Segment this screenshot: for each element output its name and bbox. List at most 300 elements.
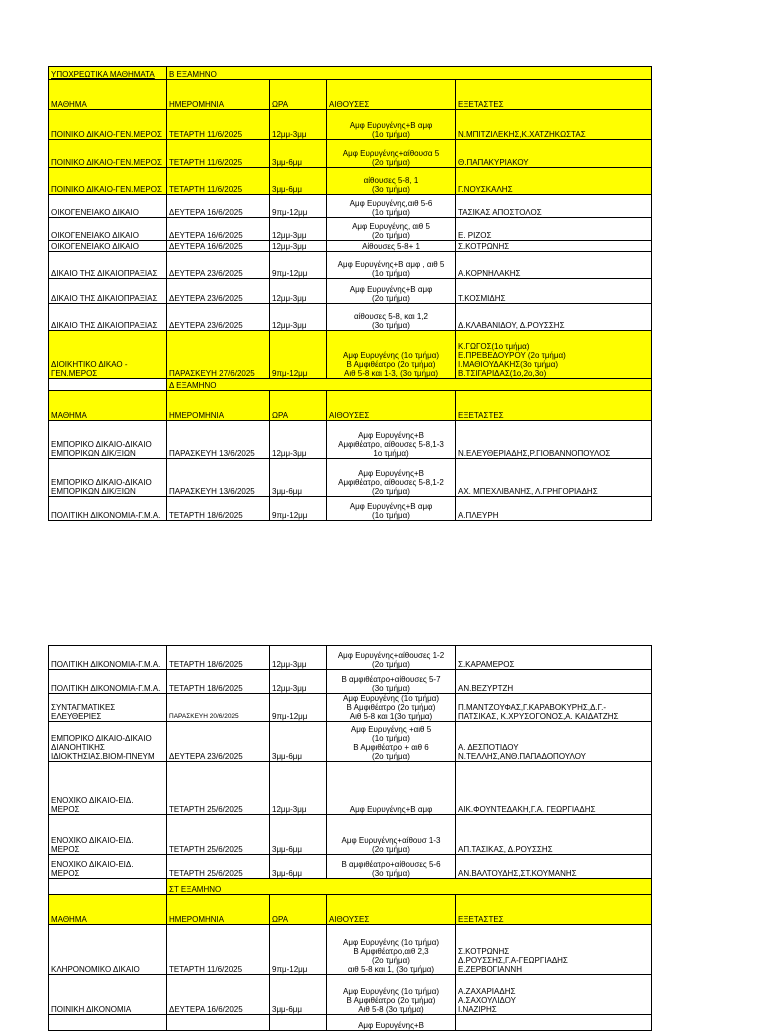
cell-line: (2ο τμήμα)	[372, 231, 410, 240]
date-cell	[167, 110, 270, 140]
table-row	[49, 331, 652, 379]
rooms-cell	[327, 670, 456, 694]
examiners-cell	[456, 670, 652, 694]
date-header	[167, 391, 270, 421]
table-row	[49, 855, 652, 879]
rooms-cell	[327, 218, 456, 241]
cell-text: ΕΞΕΤΑΣΤΕΣ	[458, 100, 504, 109]
time-cell	[270, 279, 327, 304]
cell-text: ΠΟΛΙΤΙΚΗ ΔΙΚΟΝΟΜΙΑ-Γ.Μ.Α.	[51, 511, 161, 520]
empty-cell	[49, 879, 167, 895]
cell-text: ΔΕΥΤΕΡΑ 16/6/2025	[169, 1005, 243, 1014]
subject-cell	[49, 694, 167, 722]
cell-line: (1ο τμήμα)	[372, 130, 410, 139]
cell-text: ΔΙΚΑΙΟ ΤΗΣ ΔΙΚΑΙΟΠΡΑΞΙΑΣ	[51, 269, 158, 278]
semester-label	[167, 879, 652, 895]
cell-text: ΠΑΡΑΣΚΕΥΗ 27/6/2025	[169, 369, 255, 378]
time-cell	[270, 168, 327, 195]
examiners-cell	[456, 646, 652, 670]
subject-cell	[49, 241, 167, 252]
cell-line: Αμφ Ευρυγένης, αιθ 5	[352, 222, 430, 231]
examiners-cell	[456, 252, 652, 279]
examiners-cell	[456, 925, 652, 975]
date-cell	[167, 168, 270, 195]
cell-text: ΠΟΙΝΙΚΟ ΔΙΚΑΙΟ-ΓΕΝ.ΜΕΡΟΣ	[51, 185, 162, 194]
cell-line: Δ.ΡΟΥΣΣΗΣ,Γ.Α-ΓΕΩΡΓΙΑΔΗΣ	[458, 956, 568, 965]
cell-line: Ι.ΝΑΖΙΡΗΣ	[458, 1005, 497, 1014]
time-cell	[270, 646, 327, 670]
examiners-cell	[456, 168, 652, 195]
cell-text: 12μμ-3μμ	[272, 684, 307, 693]
cell-line: (3ο τμήμα)	[372, 684, 410, 693]
cell-text: ΚΛΗΡΟΝΟΜΙΚΟ ΔΙΚΑΙΟ	[51, 965, 140, 974]
rooms-cell	[327, 140, 456, 168]
rooms-header	[327, 80, 456, 110]
cell-line: (1ο τμήμα)	[372, 734, 410, 743]
cell-line: Αμφ Ευρυγένης+Β αμφ , αιθ 5	[337, 260, 445, 269]
cell-text: ΕΜΠΟΡΙΚΟ ΔΙΚΑΙΟ-ΔΙΚΑΙΟ ΕΜΠΟΡΙΚΩΝ ΔΙΚ/ΞΙΩΝ	[51, 478, 152, 496]
time-header	[270, 391, 327, 421]
subject-cell	[49, 815, 167, 855]
cell-line: Θ.ΠΑΠΑΚΥΡΙΑΚΟΥ	[458, 158, 529, 167]
date-cell	[167, 925, 270, 975]
cell-line: Β Αμφιθέατρο (2ο τμήμα)	[346, 360, 436, 369]
cell-text: 3μμ-6μμ	[272, 752, 302, 761]
cell-text: 12μμ-3μμ	[272, 231, 307, 240]
cell-text: 12μμ-3μμ	[272, 660, 307, 669]
date-cell	[167, 421, 270, 459]
cell-text: ΑΙΘΟΥΣΕΣ	[329, 915, 370, 924]
subject-header	[49, 391, 167, 421]
cell-line: (1ο τμήμα)	[372, 208, 410, 217]
cell-line: Αμφ Ευρυγένης+αίθουσες 1-2	[337, 651, 445, 660]
time-cell	[270, 855, 327, 879]
examiners-cell	[456, 762, 652, 815]
cell-line: Ε.ΠΡΕΒΕΔΟΥΡΟΥ (2ο τμήμα)	[458, 351, 566, 360]
cell-text: ΔΕΥΤΕΡΑ 23/6/2025	[169, 321, 243, 330]
time-header	[270, 895, 327, 925]
time-cell	[270, 252, 327, 279]
cell-text: ΔΕΥΤΕΡΑ 16/6/2025	[169, 231, 243, 240]
cell-text: ΤΕΤΑΡΤΗ 11/6/2025	[169, 158, 243, 167]
cell-line: Ν.ΤΕΛΛΗΣ,ΑΝΘ.ΠΑΠΑΔΟΠΟΥΛΟΥ	[458, 752, 586, 761]
cell-text: ΣΤ ΕΞΑΜΗΝΟ	[169, 885, 222, 894]
time-cell	[270, 241, 327, 252]
cell-line: Σ.ΚΟΤΡΩΝΗΣ	[458, 947, 510, 956]
cell-text: ΕΞΕΤΑΣΤΕΣ	[458, 411, 504, 420]
table-row	[49, 140, 652, 168]
rooms-cell	[327, 722, 456, 762]
cell-text: ΤΕΤΑΡΤΗ 25/6/2025	[169, 845, 243, 854]
empty-cell	[49, 379, 167, 391]
rooms-cell	[327, 925, 456, 975]
date-cell	[167, 218, 270, 241]
cell-line: Αμφ Ευρυγένης+Β αμφ	[349, 805, 433, 814]
cell-line: Αμφ Ευρυγένης+Β αμφ	[349, 121, 433, 130]
cell-line: (3ο τμήμα)	[372, 869, 410, 878]
cell-line: Γ.ΝΟΥΣΚΑΛΗΣ	[458, 185, 513, 194]
rooms-cell	[327, 762, 456, 815]
table-row	[49, 110, 652, 140]
time-cell	[270, 421, 327, 459]
time-cell	[270, 304, 327, 331]
cell-line: Ι.ΜΑΘΙΟΥΔΑΚΗΣ(3ο τμήμα)	[458, 360, 559, 369]
subject-cell	[49, 459, 167, 497]
subject-cell	[49, 304, 167, 331]
cell-text: ΠΟΙΝΙΚΗ ΔΙΚΟΝΟΜΙΑ	[51, 1005, 132, 1014]
examiners-cell	[456, 694, 652, 722]
time-cell	[270, 722, 327, 762]
cell-text: Δ ΕΞΑΜΗΝΟ	[169, 381, 217, 390]
cell-text: 3μμ-6μμ	[272, 845, 302, 854]
cell-text: ΠΑΡΑΣΚΕΥΗ 13/6/2025	[169, 449, 255, 458]
cell-text: 9πμ-12μμ	[272, 269, 308, 278]
rooms-cell	[327, 110, 456, 140]
cell-text: 9πμ-12μμ	[272, 712, 308, 721]
examiners-cell	[456, 279, 652, 304]
date-cell	[167, 670, 270, 694]
cell-line: (3ο τμήμα)	[372, 185, 410, 194]
rooms-cell	[327, 646, 456, 670]
cell-text: ΟΙΚΟΓΕΝΕΙΑΚΟ ΔΙΚΑΙΟ	[51, 208, 139, 217]
cell-text: ΗΜΕΡΟΜΗΝΙΑ	[169, 915, 225, 924]
date-cell	[167, 304, 270, 331]
time-cell	[270, 694, 327, 722]
cell-line: Αμφ Ευρυγένης+Β	[358, 431, 424, 440]
time-cell	[270, 975, 327, 1015]
examiners-cell	[456, 855, 652, 879]
date-cell	[167, 975, 270, 1015]
subject-cell	[49, 195, 167, 218]
time-cell	[270, 925, 327, 975]
cell-text: ΗΜΕΡΟΜΗΝΙΑ	[169, 100, 225, 109]
cell-text: ΠΟΛΙΤΙΚΗ ΔΙΚΟΝΟΜΙΑ-Γ.Μ.Α.	[51, 660, 161, 669]
date-cell	[167, 646, 270, 670]
cell-line: αίθουσες 5-8, και 1,2	[354, 312, 428, 321]
table-row	[49, 1015, 652, 1031]
cell-text: 3μμ-6μμ	[272, 487, 302, 496]
table-row	[49, 815, 652, 855]
cell-line: Αμφ Ευρυγένης +αιθ 5	[350, 725, 432, 734]
rooms-cell	[327, 1015, 456, 1031]
cell-line: 1ο τμήμα)	[373, 449, 409, 458]
cell-text: ΕΜΠΟΡΙΚΟ ΔΙΚΑΙΟ-ΔΙΚΑΙΟ ΔΙΑΝΟΗΤΙΚΗΣ ΙΔΙΟΚΤΗΣΙΑΣ.ΒΙΟΜ-ΠΝΕΥΜ	[51, 734, 155, 761]
cell-text: ΤΕΤΑΡΤΗ 18/6/2025	[169, 511, 243, 520]
cell-text: ΑΙΘΟΥΣΕΣ	[329, 100, 370, 109]
examiners-cell	[456, 815, 652, 855]
cell-text: ΜΑΘΗΜΑ	[51, 411, 87, 420]
cell-line: Αμφ Ευρυγένης,αιθ 5-6	[349, 199, 433, 208]
exam-schedule-table-bottom	[48, 645, 652, 1031]
section-row	[49, 67, 652, 80]
cell-line: Αμφ Ευρυγένης+αίθουσα 5	[342, 149, 440, 158]
examiners-cell	[456, 975, 652, 1015]
cell-text: ΔΕΥΤΕΡΑ 16/6/2025	[169, 242, 243, 251]
cell-line: Σ.ΚΟΤΡΩΝΗΣ	[458, 242, 510, 251]
cell-line: Αμφ Ευρυγένης+αίθουσ 1-3	[341, 836, 441, 845]
date-cell	[167, 722, 270, 762]
cell-line: Α.ΚΟΡΝΗΛΑΚΗΣ	[458, 269, 521, 278]
examiners-cell	[456, 331, 652, 379]
table-row	[49, 646, 652, 670]
rooms-cell	[327, 252, 456, 279]
cell-text: 12μμ-3μμ	[272, 242, 307, 251]
cell-line: Αμφιθέατρο, αίθουσες 5-8,1-3	[338, 440, 444, 449]
examiners-header	[456, 895, 652, 925]
cell-line: Α.ΠΛΕΥΡΗ	[458, 511, 499, 520]
cell-line: Β αμφιθέατρο+αίθουσες 5-6	[341, 860, 441, 869]
examiners-cell	[456, 421, 652, 459]
cell-line: Αιθ 5-8 (3ο τμήμα)	[358, 1005, 424, 1014]
table-row	[49, 421, 652, 459]
cell-text: 3μμ-6μμ	[272, 869, 302, 878]
subject-cell	[49, 279, 167, 304]
cell-text: ΤΕΤΑΡΤΗ 11/6/2025	[169, 185, 243, 194]
subject-header	[49, 895, 167, 925]
rooms-header	[327, 391, 456, 421]
subject-cell	[49, 168, 167, 195]
cell-text: ΩΡΑ	[272, 411, 289, 420]
cell-text: ΜΑΘΗΜΑ	[51, 915, 87, 924]
header-row	[49, 895, 652, 925]
date-header	[167, 895, 270, 925]
cell-line: Αμφ Ευρυγένης+Β	[358, 1021, 424, 1030]
rooms-cell	[327, 497, 456, 521]
rooms-cell	[327, 421, 456, 459]
cell-text: ΔΙΚΑΙΟ ΤΗΣ ΔΙΚΑΙΟΠΡΑΞΙΑΣ	[51, 321, 158, 330]
date-cell	[167, 252, 270, 279]
cell-text: Β ΕΞΑΜΗΝΟ	[169, 70, 217, 79]
cell-text: ΤΕΤΑΡΤΗ 18/6/2025	[169, 684, 243, 693]
cell-line: (2ο τμήμα)	[372, 158, 410, 167]
time-cell	[270, 497, 327, 521]
time-cell	[270, 459, 327, 497]
cell-line: ΠΑΤΣΙΚΑΣ, Κ.ΧΡΥΣΟΓΟΝΟΣ,Α. ΚΑΙΔΑΤΖΗΣ	[458, 712, 619, 721]
examiners-cell	[456, 195, 652, 218]
cell-text: 12μμ-3μμ	[272, 321, 307, 330]
subject-cell	[49, 110, 167, 140]
cell-line: Β αμφιθέατρο+αίθουσες 5-7	[341, 675, 441, 684]
rooms-cell	[327, 331, 456, 379]
cell-line: Α. ΔΕΣΠΟΤΙΔΟΥ	[458, 743, 519, 752]
rooms-cell	[327, 815, 456, 855]
subject-cell	[49, 646, 167, 670]
cell-line: ΑΠ.ΤΑΣΙΚΑΣ, Δ.ΡΟΥΣΣΗΣ	[458, 845, 553, 854]
cell-text: ΤΕΤΑΡΤΗ 18/6/2025	[169, 660, 243, 669]
table-row	[49, 218, 652, 241]
subject-cell	[49, 975, 167, 1015]
exam-schedule-table-top	[48, 66, 652, 521]
cell-text: ΕΝΟΧΙΚΟ ΔΙΚΑΙΟ-ΕΙΔ. ΜΕΡΟΣ	[51, 796, 134, 814]
cell-text: ΔΕΥΤΕΡΑ 23/6/2025	[169, 294, 243, 303]
rooms-cell	[327, 975, 456, 1015]
section-label	[49, 67, 167, 80]
cell-text: ΑΙΘΟΥΣΕΣ	[329, 411, 370, 420]
cell-line: Αμφ Ευρυγένης (1ο τμήμα)	[343, 938, 439, 947]
time-cell	[270, 195, 327, 218]
rooms-cell	[327, 304, 456, 331]
time-cell	[270, 140, 327, 168]
cell-line: (1ο τμήμα)	[372, 269, 410, 278]
table-row	[49, 722, 652, 762]
rooms-cell	[327, 855, 456, 879]
cell-line: Π.ΜΑΝΤΖΟΥΦΑΣ,Γ.ΚΑΡΑΒΟΚΥΡΗΣ,Δ.Γ.-	[458, 703, 607, 712]
date-cell	[167, 140, 270, 168]
cell-line: ΑΙΚ.ΦΟΥΝΤΕΔΑΚΗ,Γ.Α. ΓΕΩΡΓΙΑΔΗΣ	[458, 805, 596, 814]
time-cell	[270, 1015, 327, 1031]
cell-line: Αμφ Ευρυγένης (1ο τμήμα)	[343, 987, 439, 996]
subject-cell	[49, 762, 167, 815]
cell-text: 12μμ-3μμ	[272, 130, 307, 139]
cell-line: (2ο τμήμα)	[372, 956, 410, 965]
cell-line: (1ο τμήμα)	[372, 511, 410, 520]
cell-line: ΑΝ.ΒΕΖΥΡΤΖΗ	[458, 684, 514, 693]
subject-cell	[49, 670, 167, 694]
cell-text: ΕΝΟΧΙΚΟ ΔΙΚΑΙΟ-ΕΙΔ. ΜΕΡΟΣ	[51, 836, 134, 854]
cell-text: ΠΟΙΝΙΚΟ ΔΙΚΑΙΟ-ΓΕΝ.ΜΕΡΟΣ	[51, 130, 162, 139]
cell-text: ΔΙΚΑΙΟ ΤΗΣ ΔΙΚΑΙΟΠΡΑΞΙΑΣ	[51, 294, 158, 303]
cell-line: αιθ 5-8 και 1, (3ο τμήμα)	[347, 965, 435, 974]
subject-cell	[49, 218, 167, 241]
cell-text: ΣΥΝΤΑΓΜΑΤΙΚΕΣ ΕΛΕΥΘΕΡΙΕΣ	[51, 703, 116, 721]
time-header	[270, 80, 327, 110]
date-cell	[167, 459, 270, 497]
cell-text: ΠΑΡΑΣΚΕΥΗ 13/6/2025	[169, 487, 255, 496]
cell-line: Σ.ΚΑΡΑΜΕΡΟΣ	[458, 660, 515, 669]
date-cell	[167, 241, 270, 252]
examiners-header	[456, 80, 652, 110]
cell-text: 12μμ-3μμ	[272, 449, 307, 458]
cell-text: ΜΑΘΗΜΑ	[51, 100, 87, 109]
examiners-cell	[456, 140, 652, 168]
examiners-cell	[456, 304, 652, 331]
cell-text: ΥΠΟΧΡΕΩΤΙΚΑ ΜΑΘΗΜΑΤΑ	[51, 70, 155, 79]
rooms-cell	[327, 168, 456, 195]
cell-text: 9πμ-12μμ	[272, 511, 308, 520]
cell-text: ΕΝΟΧΙΚΟ ΔΙΚΑΙΟ-ΕΙΔ. ΜΕΡΟΣ	[51, 860, 134, 878]
rooms-header	[327, 895, 456, 925]
cell-line: (2ο τμήμα)	[372, 752, 410, 761]
cell-line: (2ο τμήμα)	[372, 294, 410, 303]
cell-text: ΠΑΡΑΣΚΕΥΗ 20/6/2025	[169, 713, 239, 720]
section-row	[49, 879, 652, 895]
subject-cell	[49, 252, 167, 279]
time-cell	[270, 218, 327, 241]
rooms-cell	[327, 694, 456, 722]
cell-text: ΔΙΟΙΚΗΤΙΚΟ ΔΙΚΑΟ - ΓΕΝ.ΜΕΡΟΣ	[51, 360, 128, 378]
cell-text: ΤΕΤΑΡΤΗ 11/6/2025	[169, 965, 243, 974]
cell-line: Αμφιθέατρο, αίθουσες 5-8,1-2	[338, 478, 444, 487]
cell-line: Αιθ 5-8 και 1-3, (3ο τμήμα)	[343, 369, 438, 378]
semester-label	[167, 67, 652, 80]
cell-text: ΕΜΠΟΡΙΚΟ ΔΙΚΑΙΟ-ΔΙΚΑΙΟ ΕΜΠΟΡΙΚΩΝ ΔΙΚ/ΞΙΩΝ	[51, 440, 152, 458]
time-cell	[270, 110, 327, 140]
date-cell	[167, 694, 270, 722]
examiners-cell	[456, 218, 652, 241]
cell-text: ΩΡΑ	[272, 100, 289, 109]
cell-line: Αμφ Ευρυγένης+Β	[358, 469, 424, 478]
date-cell	[167, 1015, 270, 1031]
date-cell	[167, 855, 270, 879]
time-cell	[270, 331, 327, 379]
cell-line: ΑΝ.ΒΑΛΤΟΥΔΗΣ,ΣΤ.ΚΟΥΜΑΝΗΣ	[458, 869, 577, 878]
table-row	[49, 459, 652, 497]
table-row	[49, 975, 652, 1015]
cell-text: 12μμ-3μμ	[272, 294, 307, 303]
subject-cell	[49, 855, 167, 879]
subject-header	[49, 80, 167, 110]
table-row	[49, 168, 652, 195]
rooms-cell	[327, 195, 456, 218]
rooms-cell	[327, 459, 456, 497]
cell-line: Αμφ Ευρυγένης (1ο τμήμα)	[343, 351, 439, 360]
cell-text: ΤΕΤΑΡΤΗ 25/6/2025	[169, 805, 243, 814]
cell-text: 12μμ-3μμ	[272, 805, 307, 814]
examiners-cell	[456, 722, 652, 762]
cell-text: ΠΟΙΝΙΚΟ ΔΙΚΑΙΟ-ΓΕΝ.ΜΕΡΟΣ	[51, 158, 162, 167]
cell-line: (3ο τμήμα)	[372, 321, 410, 330]
cell-text: 9πμ-12μμ	[272, 369, 308, 378]
cell-text: ΔΕΥΤΕΡΑ 16/6/2025	[169, 208, 243, 217]
table-row	[49, 670, 652, 694]
cell-line: Ε. ΡΙΖΟΣ	[458, 231, 492, 240]
cell-text: ΩΡΑ	[272, 915, 289, 924]
time-cell	[270, 670, 327, 694]
cell-text: 3μμ-6μμ	[272, 185, 302, 194]
cell-line: Α.ΣΑΧΟΥΛΙΔΟΥ	[458, 996, 516, 1005]
table-row	[49, 925, 652, 975]
header-row	[49, 80, 652, 110]
date-cell	[167, 279, 270, 304]
table-row	[49, 241, 652, 252]
cell-line: Β.ΤΣΙΓΑΡΙΔΑΣ(1ο,2ο,3ο)	[458, 369, 547, 378]
cell-line: Ε.ΖΕΡΒΟΓΙΑΝΝΗ	[458, 965, 522, 974]
rooms-cell	[327, 279, 456, 304]
cell-text: 3μμ-6μμ	[272, 158, 302, 167]
cell-text: 9πμ-12μμ	[272, 965, 308, 974]
cell-text: ΔΕΥΤΕΡΑ 23/6/2025	[169, 752, 243, 761]
cell-line: Αμφ Ευρυγένης (1ο τμήμα)	[343, 694, 439, 703]
cell-line: Κ.ΓΩΓΟΣ(1ο τμήμα)	[458, 342, 530, 351]
cell-line: (2ο τμήμα)	[372, 660, 410, 669]
table-row	[49, 195, 652, 218]
cell-line: ΑΧ. ΜΠΕΧΛΙΒΑΝΗΣ, Λ.ΓΡΗΓΟΡΙΑΔΗΣ	[458, 487, 598, 496]
semester-label	[167, 379, 652, 391]
cell-line: Τ.ΚΟΣΜΙΔΗΣ	[458, 294, 506, 303]
examiners-cell	[456, 459, 652, 497]
subject-cell	[49, 722, 167, 762]
subject-cell	[49, 421, 167, 459]
cell-line: Αμφ Ευρυγένης+Β αμφ	[349, 502, 433, 511]
date-header	[167, 80, 270, 110]
examiners-cell	[456, 1015, 652, 1031]
time-cell	[270, 762, 327, 815]
cell-line: Β Αμφιθέατρο (2ο τμήμα)	[346, 703, 436, 712]
table-row	[49, 304, 652, 331]
cell-text: ΔΕΥΤΕΡΑ 23/6/2025	[169, 269, 243, 278]
subject-cell	[49, 497, 167, 521]
cell-text: ΤΕΤΑΡΤΗ 11/6/2025	[169, 130, 243, 139]
cell-text: ΟΙΚΟΓΕΝΕΙΑΚΟ ΔΙΚΑΙΟ	[51, 242, 139, 251]
cell-line: Ν.ΜΠΙΤΖΙΛΕΚΗΣ,Κ.ΧΑΤΖΗΚΩΣΤΑΣ	[458, 130, 586, 139]
examiners-cell	[456, 497, 652, 521]
section-row	[49, 379, 652, 391]
cell-text: 9πμ-12μμ	[272, 208, 308, 217]
subject-cell	[49, 1015, 167, 1031]
date-cell	[167, 195, 270, 218]
cell-line: Ν.ΕΛΕΥΘΕΡΙΑΔΗΣ,Ρ.ΓΙΟΒΑΝΝΟΠΟΥΛΟΣ	[458, 449, 611, 458]
date-cell	[167, 331, 270, 379]
